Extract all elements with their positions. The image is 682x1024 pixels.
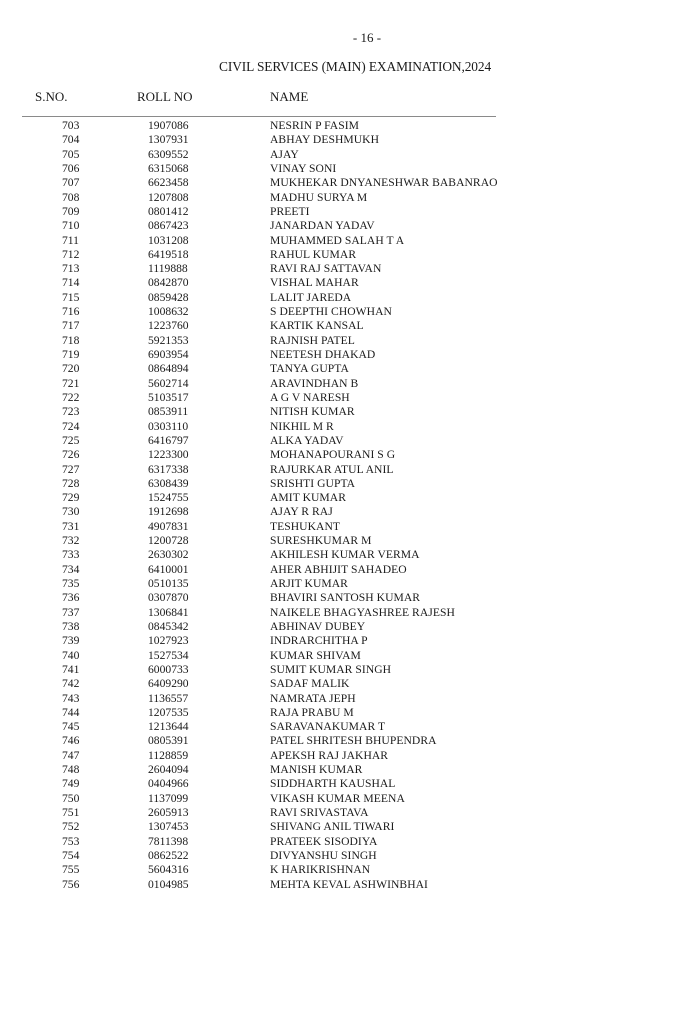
table-row bbox=[0, 434, 682, 448]
serial-number-cell: 707 bbox=[62, 176, 80, 190]
column-header-roll-no: ROLL NO bbox=[137, 89, 193, 104]
serial-number-cell: 732 bbox=[62, 534, 80, 548]
serial-number-cell: 742 bbox=[62, 677, 80, 691]
roll-number-cell: 0853911 bbox=[148, 405, 189, 419]
candidate-name-cell: RAJNISH PATEL bbox=[270, 333, 355, 347]
candidate-name-cell: SRISHTI GUPTA bbox=[270, 476, 356, 490]
table-row bbox=[0, 663, 682, 677]
serial-number-cell: 703 bbox=[62, 119, 80, 132]
roll-number-cell: 6000733 bbox=[148, 662, 189, 676]
table-row bbox=[0, 763, 682, 777]
table-row bbox=[0, 548, 682, 562]
table-row bbox=[0, 420, 682, 434]
candidate-name-cell: S DEEPTHI CHOWHAN bbox=[270, 305, 392, 319]
candidate-name-cell: SARAVANAKUMAR T bbox=[270, 720, 386, 734]
roll-number-cell: 0510135 bbox=[148, 577, 189, 590]
serial-number-cell: 728 bbox=[62, 476, 80, 490]
serial-number-cell: 706 bbox=[62, 161, 80, 175]
roll-number-cell: 0404966 bbox=[148, 777, 189, 791]
serial-number-cell: 738 bbox=[62, 619, 80, 633]
serial-number-cell: 740 bbox=[62, 648, 80, 662]
serial-number-cell: 746 bbox=[62, 734, 80, 748]
serial-number-cell: 722 bbox=[62, 390, 80, 404]
serial-number-cell: 716 bbox=[62, 305, 80, 319]
candidate-name-cell: KUMAR SHIVAM bbox=[270, 648, 361, 662]
roll-number-cell: 1008632 bbox=[148, 305, 189, 319]
serial-number-cell: 718 bbox=[62, 333, 80, 347]
table-row bbox=[0, 649, 682, 663]
serial-number-cell: 715 bbox=[62, 290, 80, 304]
serial-number-cell: 734 bbox=[62, 562, 80, 576]
roll-number-cell: 0805391 bbox=[148, 734, 189, 748]
candidate-name-cell: NAMRATA JEPH bbox=[270, 691, 356, 705]
candidate-name-cell: MUHAMMED SALAH T A bbox=[270, 233, 405, 247]
candidate-name-cell: VINAY SONI bbox=[270, 161, 337, 175]
roll-number-cell: 1128859 bbox=[148, 748, 189, 762]
table-row bbox=[0, 205, 682, 219]
candidate-name-cell: SUMIT KUMAR SINGH bbox=[270, 662, 392, 676]
candidate-name-cell: NAIKELE BHAGYASHREE RAJESH bbox=[270, 605, 455, 619]
serial-number-cell: 735 bbox=[62, 577, 80, 590]
candidate-name-cell: ARAVINDHAN B bbox=[270, 376, 359, 390]
candidate-name-cell: SADAF MALIK bbox=[270, 677, 350, 691]
serial-number-cell: 711 bbox=[62, 233, 79, 247]
table-row bbox=[0, 606, 682, 620]
table-row bbox=[0, 734, 682, 748]
serial-number-cell: 755 bbox=[62, 863, 80, 877]
roll-number-cell: 6416797 bbox=[148, 433, 189, 447]
table-row bbox=[0, 620, 682, 634]
roll-number-cell: 2604094 bbox=[148, 763, 189, 777]
table-row bbox=[0, 720, 682, 734]
roll-number-cell: 0842870 bbox=[148, 276, 189, 290]
candidate-name-cell: NIKHIL M R bbox=[270, 419, 334, 433]
table-row bbox=[0, 863, 682, 877]
serial-number-cell: 730 bbox=[62, 505, 80, 519]
table-row bbox=[0, 334, 682, 348]
serial-number-cell: 729 bbox=[62, 491, 80, 505]
table-row bbox=[0, 749, 682, 763]
candidate-name-cell: PATEL SHRITESH BHUPENDRA bbox=[270, 734, 437, 748]
serial-number-cell: 712 bbox=[62, 247, 80, 261]
serial-number-cell: 725 bbox=[62, 433, 80, 447]
roll-number-cell: 1223760 bbox=[148, 319, 189, 333]
document-title: CIVIL SERVICES (MAIN) EXAMINATION,2024 bbox=[219, 59, 492, 74]
roll-number-cell: 1306841 bbox=[148, 605, 189, 619]
candidate-name-cell: A G V NARESH bbox=[270, 390, 350, 404]
table-row bbox=[0, 377, 682, 391]
roll-number-cell: 6410001 bbox=[148, 562, 189, 576]
table-row bbox=[0, 463, 682, 477]
roll-number-cell: 1307453 bbox=[148, 820, 189, 834]
candidate-name-cell: SHIVANG ANIL TIWARI bbox=[270, 820, 395, 834]
table-row bbox=[0, 319, 682, 333]
candidate-name-cell: AJAY bbox=[270, 147, 299, 161]
page-number: - 16 - bbox=[352, 30, 382, 45]
table-row bbox=[0, 706, 682, 720]
candidate-name-cell: NEETESH DHAKAD bbox=[270, 348, 376, 361]
candidate-name-cell: BHAVIRI SANTOSH KUMAR bbox=[270, 591, 421, 605]
serial-number-cell: 714 bbox=[62, 276, 80, 290]
serial-number-cell: 750 bbox=[62, 791, 80, 805]
roll-number-cell: 6315068 bbox=[148, 161, 189, 175]
candidate-name-cell: PRATEEK SISODIYA bbox=[270, 834, 378, 848]
candidate-name-cell: MUKHEKAR DNYANESHWAR BABANRAO bbox=[270, 176, 498, 190]
serial-number-cell: 747 bbox=[62, 748, 80, 762]
serial-number-cell: 744 bbox=[62, 705, 80, 719]
candidate-name-cell: K HARIKRISHNAN bbox=[270, 863, 371, 877]
roll-number-cell: 1200728 bbox=[148, 534, 189, 548]
serial-number-cell: 753 bbox=[62, 834, 80, 848]
candidate-name-cell: RAVI RAJ SATTAVAN bbox=[270, 262, 382, 276]
table-row bbox=[0, 362, 682, 376]
candidate-name-cell: LALIT JAREDA bbox=[270, 290, 352, 304]
table-row bbox=[0, 148, 682, 162]
table-row bbox=[0, 405, 682, 419]
candidate-name-cell: JANARDAN YADAV bbox=[270, 219, 375, 233]
candidate-name-cell: RAJURKAR ATUL ANIL bbox=[270, 462, 394, 476]
roll-number-cell: 6309552 bbox=[148, 147, 189, 161]
roll-number-cell: 6308439 bbox=[148, 476, 189, 490]
table-row bbox=[0, 792, 682, 806]
table-row bbox=[0, 276, 682, 290]
roll-number-cell: 6317338 bbox=[148, 462, 189, 476]
table-row bbox=[0, 491, 682, 505]
table-row bbox=[0, 119, 682, 133]
table-row bbox=[0, 806, 682, 820]
serial-number-cell: 726 bbox=[62, 448, 80, 462]
table-row bbox=[0, 835, 682, 849]
table-row bbox=[0, 291, 682, 305]
serial-number-cell: 743 bbox=[62, 691, 80, 705]
roll-number-cell: 5604316 bbox=[148, 863, 189, 877]
candidate-name-cell: VISHAL MAHAR bbox=[270, 276, 359, 290]
roll-number-cell: 0801412 bbox=[148, 204, 189, 218]
table-row bbox=[0, 692, 682, 706]
roll-number-cell: 7811398 bbox=[148, 834, 189, 848]
serial-number-cell: 752 bbox=[62, 820, 80, 834]
serial-number-cell: 708 bbox=[62, 190, 80, 204]
table-row bbox=[0, 305, 682, 319]
roll-number-cell: 1527534 bbox=[148, 648, 189, 662]
serial-number-cell: 736 bbox=[62, 591, 80, 605]
table-row bbox=[0, 391, 682, 405]
roll-number-cell: 1207535 bbox=[148, 705, 189, 719]
roll-number-cell: 0104985 bbox=[148, 877, 189, 891]
column-header-name: NAME bbox=[270, 89, 309, 104]
candidate-name-cell: MANISH KUMAR bbox=[270, 763, 363, 777]
serial-number-cell: 733 bbox=[62, 548, 80, 562]
candidate-name-cell: PREETI bbox=[270, 204, 310, 218]
table-row bbox=[0, 563, 682, 577]
candidate-name-cell: DIVYANSHU SINGH bbox=[270, 848, 377, 862]
roll-number-cell: 6409290 bbox=[148, 677, 189, 691]
table-row bbox=[0, 262, 682, 276]
roll-number-cell: 1912698 bbox=[148, 505, 189, 519]
table-row bbox=[0, 634, 682, 648]
candidate-name-cell: VIKASH KUMAR MEENA bbox=[270, 791, 405, 805]
table-row bbox=[0, 219, 682, 233]
candidate-name-cell: ALKA YADAV bbox=[270, 433, 344, 447]
serial-number-cell: 731 bbox=[62, 519, 80, 533]
serial-number-cell: 704 bbox=[62, 133, 80, 147]
serial-number-cell: 705 bbox=[62, 147, 80, 161]
serial-number-cell: 754 bbox=[62, 848, 80, 862]
roll-number-cell: 1524755 bbox=[148, 491, 189, 505]
roll-number-cell: 0845342 bbox=[148, 619, 189, 633]
roll-number-cell: 1907086 bbox=[148, 119, 189, 132]
table-row bbox=[0, 176, 682, 190]
table-row bbox=[0, 849, 682, 863]
roll-number-cell: 1031208 bbox=[148, 233, 189, 247]
roll-number-cell: 1307931 bbox=[148, 133, 189, 147]
table-row bbox=[0, 591, 682, 605]
serial-number-cell: 713 bbox=[62, 262, 80, 276]
serial-number-cell: 737 bbox=[62, 605, 80, 619]
roll-number-cell: 4907831 bbox=[148, 519, 189, 533]
serial-number-cell: 745 bbox=[62, 720, 80, 734]
candidate-name-cell: TESHUKANT bbox=[270, 519, 341, 533]
serial-number-cell: 727 bbox=[62, 462, 80, 476]
candidate-name-cell: INDRARCHITHA P bbox=[270, 634, 368, 648]
candidate-name-cell: SIDDHARTH KAUSHAL bbox=[270, 777, 396, 791]
roll-number-cell: 1137099 bbox=[148, 791, 189, 805]
table-row bbox=[0, 677, 682, 691]
table-row bbox=[0, 477, 682, 491]
roll-number-cell: 5602714 bbox=[148, 376, 189, 390]
table-row bbox=[0, 534, 682, 548]
table-row bbox=[0, 191, 682, 205]
table-row bbox=[0, 777, 682, 791]
candidate-name-cell: MOHANAPOURANI S G bbox=[270, 448, 396, 462]
roll-number-cell: 0862522 bbox=[148, 848, 189, 862]
serial-number-cell: 751 bbox=[62, 806, 80, 819]
roll-number-cell: 1223300 bbox=[148, 448, 189, 462]
candidate-name-cell: KARTIK KANSAL bbox=[270, 319, 364, 333]
serial-number-cell: 756 bbox=[62, 877, 80, 891]
roll-number-cell: 0867423 bbox=[148, 219, 189, 233]
candidate-name-cell: AMIT KUMAR bbox=[270, 491, 346, 505]
table-row bbox=[0, 248, 682, 262]
table-row bbox=[0, 133, 682, 147]
roll-number-cell: 6623458 bbox=[148, 176, 189, 190]
roll-number-cell: 5103517 bbox=[148, 390, 189, 404]
table-row bbox=[0, 348, 682, 362]
candidate-name-cell: AKHILESH KUMAR VERMA bbox=[270, 548, 420, 562]
candidate-name-cell: ABHAY DESHMUKH bbox=[270, 133, 380, 147]
column-header-sno: S.NO. bbox=[35, 89, 68, 104]
candidate-name-cell: NITISH KUMAR bbox=[270, 405, 355, 419]
serial-number-cell: 720 bbox=[62, 362, 80, 376]
roll-number-cell: 1213644 bbox=[148, 720, 189, 734]
roll-number-cell: 2630302 bbox=[148, 548, 189, 562]
table-row bbox=[0, 820, 682, 834]
candidate-name-cell: RAJA PRABU M bbox=[270, 705, 354, 719]
roll-number-cell: 6903954 bbox=[148, 348, 189, 361]
roll-number-cell: 0303110 bbox=[148, 419, 189, 433]
serial-number-cell: 709 bbox=[62, 204, 80, 218]
serial-number-cell: 739 bbox=[62, 634, 80, 648]
serial-number-cell: 717 bbox=[62, 319, 80, 333]
candidate-name-cell: ABHINAV DUBEY bbox=[270, 619, 366, 633]
candidate-name-cell: APEKSH RAJ JAKHAR bbox=[270, 748, 389, 762]
roll-number-cell: 2605913 bbox=[148, 806, 189, 819]
serial-number-cell: 748 bbox=[62, 763, 80, 777]
roll-number-cell: 1136557 bbox=[148, 691, 189, 705]
candidate-name-cell: NESRIN P FASIM bbox=[270, 119, 359, 132]
serial-number-cell: 710 bbox=[62, 219, 80, 233]
candidate-name-cell: SURESHKUMAR M bbox=[270, 534, 372, 548]
serial-number-cell: 749 bbox=[62, 777, 80, 791]
results-table-body bbox=[0, 119, 682, 892]
roll-number-cell: 6419518 bbox=[148, 247, 189, 261]
candidate-name-cell: AJAY R RAJ bbox=[270, 505, 333, 519]
serial-number-cell: 719 bbox=[62, 348, 80, 361]
roll-number-cell: 5921353 bbox=[148, 333, 189, 347]
serial-number-cell: 724 bbox=[62, 419, 80, 433]
table-row bbox=[0, 878, 682, 892]
table-row bbox=[0, 234, 682, 248]
candidate-name-cell: ARJIT KUMAR bbox=[270, 577, 348, 590]
roll-number-cell: 1207808 bbox=[148, 190, 189, 204]
candidate-name-cell: MADHU SURYA M bbox=[270, 190, 368, 204]
table-row bbox=[0, 448, 682, 462]
serial-number-cell: 741 bbox=[62, 662, 80, 676]
candidate-name-cell: RAVI SRIVASTAVA bbox=[270, 806, 369, 819]
serial-number-cell: 721 bbox=[62, 376, 80, 390]
roll-number-cell: 1119888 bbox=[148, 262, 188, 276]
serial-number-cell: 723 bbox=[62, 405, 80, 419]
candidate-name-cell: MEHTA KEVAL ASHWINBHAI bbox=[270, 877, 428, 891]
roll-number-cell: 0864894 bbox=[148, 362, 189, 376]
header-divider bbox=[22, 116, 496, 117]
candidate-name-cell: RAHUL KUMAR bbox=[270, 247, 357, 261]
table-row bbox=[0, 162, 682, 176]
roll-number-cell: 0859428 bbox=[148, 290, 189, 304]
table-row bbox=[0, 505, 682, 519]
table-row bbox=[0, 577, 682, 591]
candidate-name-cell: TANYA GUPTA bbox=[270, 362, 349, 376]
table-row bbox=[0, 520, 682, 534]
roll-number-cell: 1027923 bbox=[148, 634, 189, 648]
candidate-name-cell: AHER ABHIJIT SAHADEO bbox=[270, 562, 407, 576]
roll-number-cell: 0307870 bbox=[148, 591, 189, 605]
